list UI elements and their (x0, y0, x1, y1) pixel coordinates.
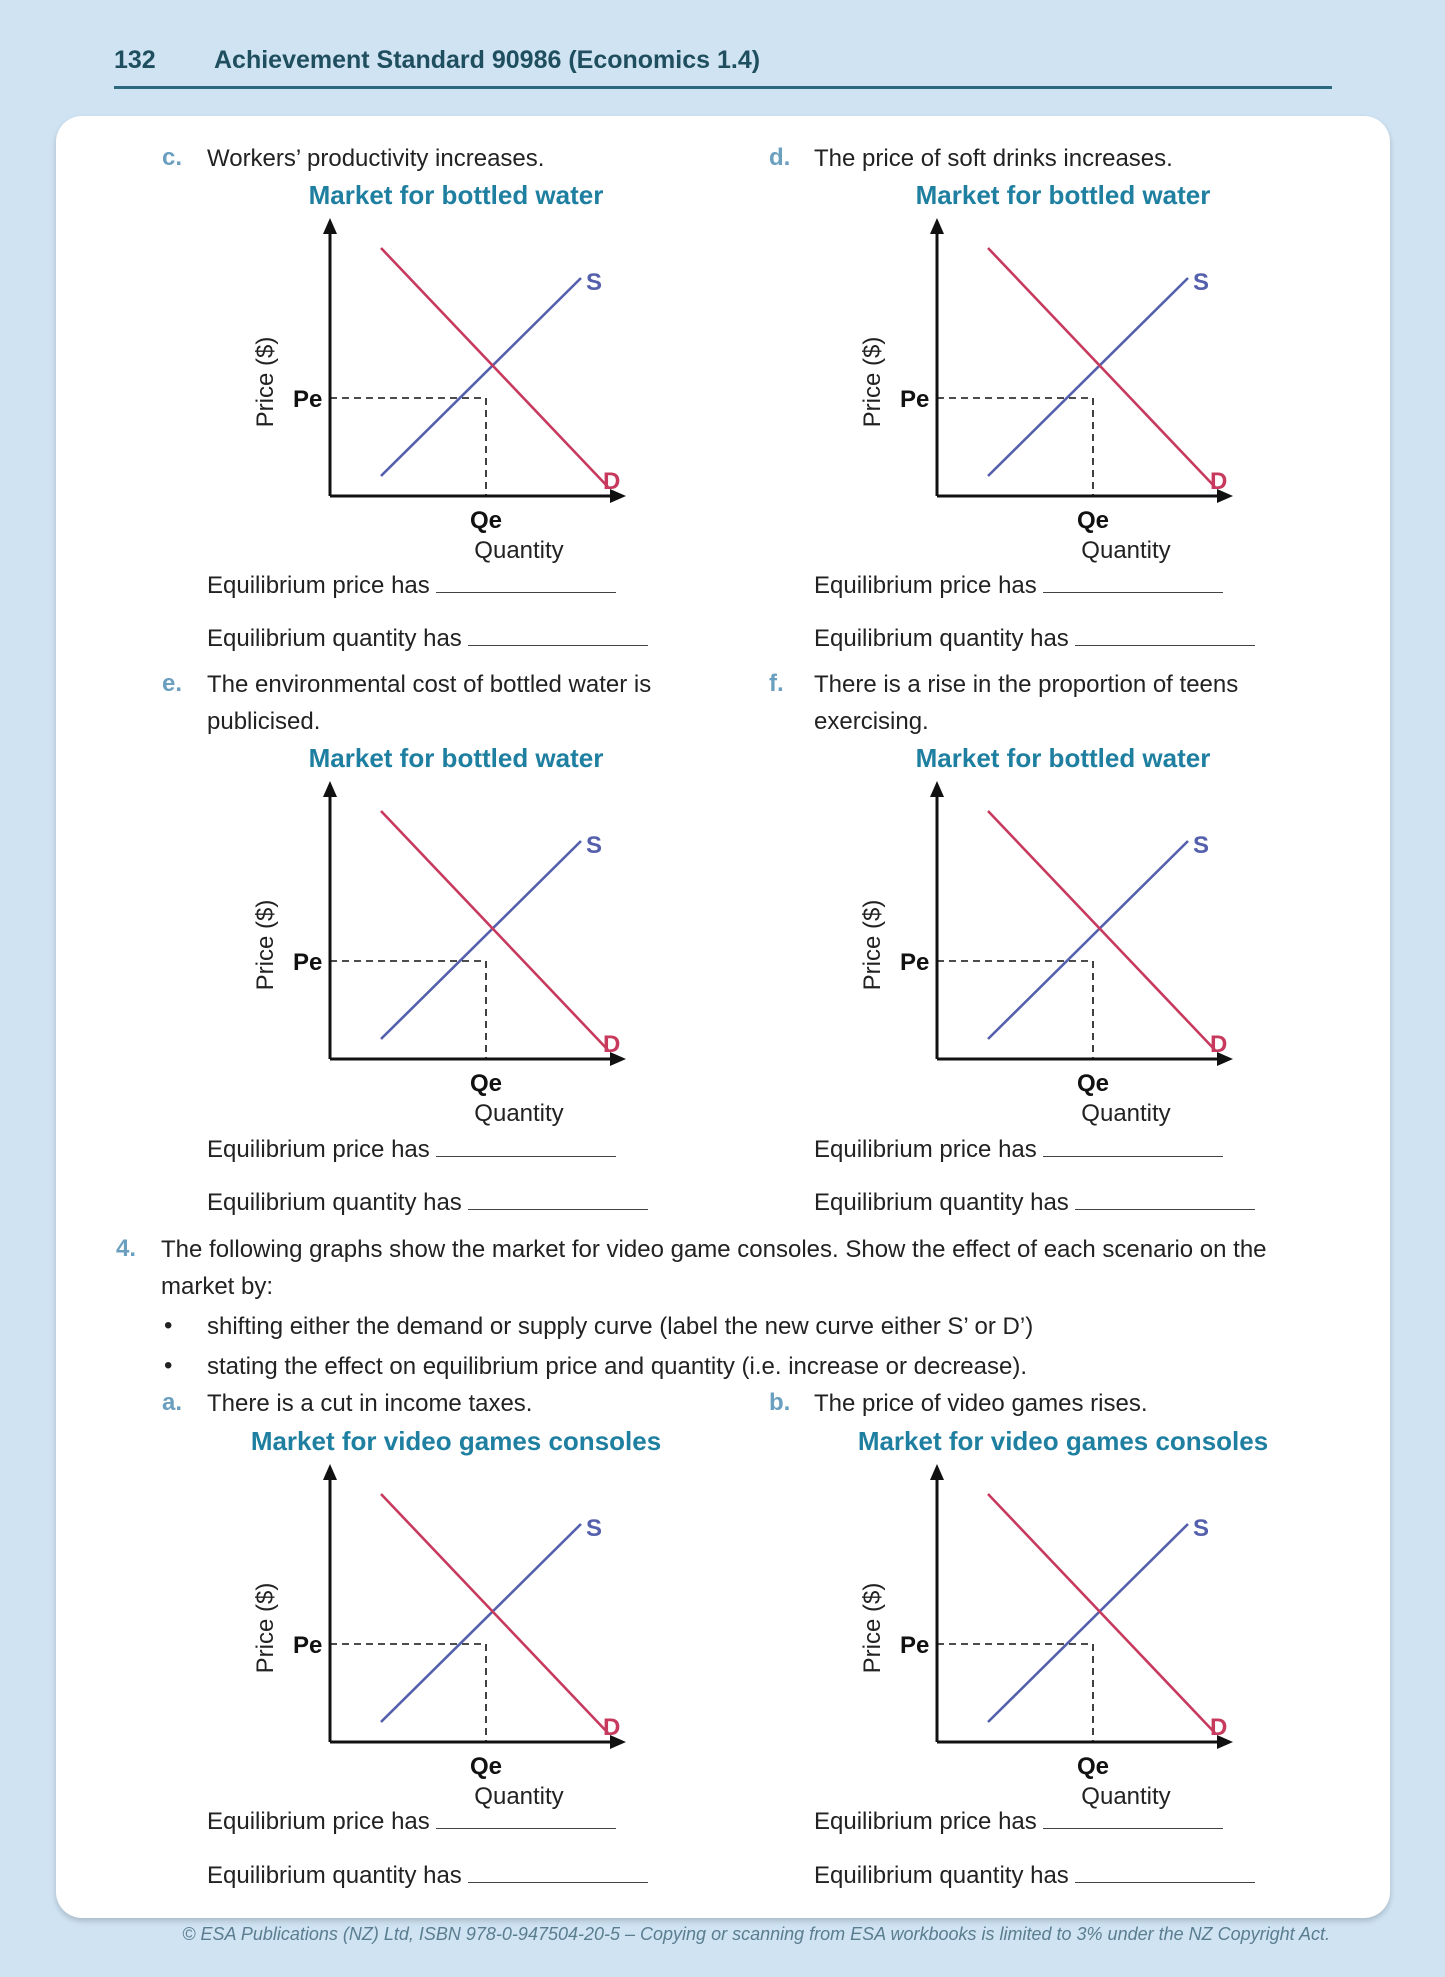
answer-quantity-label: Equilibrium quantity has (207, 1862, 462, 1889)
graph-title: Market for bottled water (308, 743, 604, 773)
supply-curve (381, 278, 581, 476)
worksheet-card (56, 116, 1390, 1918)
bullet-item-1: shifting either the demand or supply curve (label the new curve either S’ or D’) (207, 1313, 1034, 1340)
header-title: Achievement Standard 90986 (Economics 1.4) (214, 45, 761, 74)
item-text-d: The price of soft drinks increases. (814, 145, 1173, 172)
supply-demand-diagram (226, 210, 686, 570)
answer-price-e (207, 1132, 616, 1168)
answer-quantity-a (207, 1858, 648, 1894)
y-axis-arrow (323, 218, 337, 234)
answer-quantity-d (814, 621, 1255, 657)
y-axis-arrow (323, 781, 337, 797)
item-letter-a: a. (162, 1389, 183, 1416)
y-axis-label: Price ($) (252, 1582, 279, 1674)
answer-price-d (814, 568, 1223, 604)
qe-label: Qe (1077, 1753, 1110, 1780)
supply-curve (381, 1524, 581, 1722)
graph-e (226, 743, 686, 1127)
qe-label: Qe (470, 1753, 503, 1780)
supply-curve (988, 841, 1188, 1039)
graph-title: Market for video games consoles (857, 1426, 1269, 1456)
answer-blank[interactable] (1043, 1804, 1223, 1829)
graph-b (833, 1426, 1293, 1810)
qe-label: Qe (1077, 1070, 1110, 1097)
pe-label: Pe (293, 386, 323, 413)
item-text-f-line1: There is a rise in the proportion of teens (814, 671, 1239, 698)
qe-label: Qe (470, 1070, 503, 1097)
question-4-line1: The following graphs show the market for video game consoles. Show the effect of each scenario on the (161, 1236, 1267, 1263)
x-axis-label: Quantity (1081, 1783, 1171, 1810)
y-axis-label: Price ($) (859, 1582, 886, 1674)
supply-demand-diagram (226, 773, 686, 1133)
supply-curve (988, 278, 1188, 476)
answer-blank[interactable] (1043, 568, 1223, 593)
answer-price-label: Equilibrium price has (814, 572, 1037, 599)
qe-label: Qe (470, 507, 503, 534)
answer-price-label: Equilibrium price has (814, 1136, 1037, 1163)
y-axis-label: Price ($) (859, 899, 886, 991)
answer-blank[interactable] (1075, 621, 1255, 646)
copyright-footer: © ESA Publications (NZ) Ltd, ISBN 978-0-947504-20-5 – Copying or scanning from ESA workbooks is limited to 3% under the NZ Copyright Act. (182, 1924, 1330, 1944)
graph-d (833, 180, 1293, 564)
x-axis-label: Quantity (1081, 1100, 1171, 1127)
item-text-e-line2: publicised. (207, 708, 321, 735)
supply-label: S (586, 832, 603, 859)
graph-title: Market for bottled water (915, 743, 1211, 773)
answer-price-label: Equilibrium price has (207, 1136, 430, 1163)
bullet-dot: • (164, 1312, 173, 1339)
answer-price-c (207, 568, 616, 604)
answer-blank[interactable] (1043, 1132, 1223, 1157)
supply-label: S (586, 269, 603, 296)
demand-label: D (1210, 1714, 1228, 1741)
answer-quantity-label: Equilibrium quantity has (207, 1189, 462, 1216)
y-axis-arrow (930, 781, 944, 797)
answer-quantity-label: Equilibrium quantity has (207, 625, 462, 652)
item-letter-e: e. (162, 670, 183, 697)
answer-quantity-f (814, 1185, 1255, 1221)
item-text-e-line1: The environmental cost of bottled water is (207, 671, 652, 698)
page-header (114, 34, 1332, 89)
graph-title: Market for bottled water (915, 180, 1211, 210)
answer-blank[interactable] (468, 621, 648, 646)
answer-price-b (814, 1804, 1223, 1840)
pe-label: Pe (900, 949, 930, 976)
pe-label: Pe (900, 1632, 930, 1659)
answer-price-label: Equilibrium price has (814, 1808, 1037, 1835)
pe-label: Pe (293, 949, 323, 976)
item-letter-d: d. (769, 144, 791, 171)
answer-blank[interactable] (468, 1858, 648, 1883)
answer-blank[interactable] (436, 1132, 616, 1157)
bullet-item-2: stating the effect on equilibrium price and quantity (i.e. increase or decrease). (207, 1353, 1028, 1380)
answer-quantity-label: Equilibrium quantity has (814, 1189, 1069, 1216)
answer-blank[interactable] (1075, 1185, 1255, 1210)
item-letter-c: c. (162, 144, 183, 171)
answer-price-label: Equilibrium price has (207, 572, 430, 599)
supply-demand-diagram (833, 773, 1293, 1133)
graph-f (833, 743, 1293, 1127)
supply-curve (381, 841, 581, 1039)
answer-blank[interactable] (436, 1804, 616, 1829)
bullet-dot: • (164, 1352, 173, 1379)
y-axis-arrow (323, 1464, 337, 1480)
y-axis-label: Price ($) (859, 336, 886, 428)
y-axis-arrow (930, 218, 944, 234)
answer-blank[interactable] (1075, 1858, 1255, 1883)
item-text-f-line2: exercising. (814, 708, 929, 735)
demand-label: D (603, 1031, 621, 1058)
demand-label: D (603, 1714, 621, 1741)
supply-demand-diagram (833, 210, 1293, 570)
pe-label: Pe (293, 1632, 323, 1659)
supply-demand-diagram (226, 1456, 686, 1816)
supply-curve (988, 1524, 1188, 1722)
graph-title: Market for video games consoles (250, 1426, 662, 1456)
x-axis-label: Quantity (1081, 537, 1171, 564)
answer-price-label: Equilibrium price has (207, 1808, 430, 1835)
qe-label: Qe (1077, 507, 1110, 534)
answer-quantity-b (814, 1858, 1255, 1894)
graph-c (226, 180, 686, 564)
answer-price-a (207, 1804, 616, 1840)
item-letter-b: b. (769, 1389, 791, 1416)
x-axis-label: Quantity (474, 1100, 564, 1127)
answer-blank[interactable] (468, 1185, 648, 1210)
answer-blank[interactable] (436, 568, 616, 593)
question-number-4: 4. (116, 1235, 137, 1262)
x-axis-label: Quantity (474, 537, 564, 564)
answer-price-f (814, 1132, 1223, 1168)
answer-quantity-e (207, 1185, 648, 1221)
demand-label: D (1210, 1031, 1228, 1058)
item-text-a: There is a cut in income taxes. (207, 1390, 533, 1417)
supply-label: S (1193, 1515, 1210, 1542)
item-letter-f: f. (769, 670, 784, 697)
answer-quantity-label: Equilibrium quantity has (814, 625, 1069, 652)
answer-quantity-c (207, 621, 648, 657)
demand-label: D (1210, 468, 1228, 495)
supply-demand-diagram (833, 1456, 1293, 1816)
y-axis-label: Price ($) (252, 336, 279, 428)
supply-label: S (1193, 269, 1210, 296)
page-number: 132 (114, 45, 156, 74)
item-text-c: Workers’ productivity increases. (207, 145, 545, 172)
graph-title: Market for bottled water (308, 180, 604, 210)
x-axis-label: Quantity (474, 1783, 564, 1810)
y-axis-arrow (930, 1464, 944, 1480)
pe-label: Pe (900, 386, 930, 413)
y-axis-label: Price ($) (252, 899, 279, 991)
demand-label: D (603, 468, 621, 495)
answer-quantity-label: Equilibrium quantity has (814, 1862, 1069, 1889)
question-4-line2: market by: (161, 1273, 274, 1300)
supply-label: S (1193, 832, 1210, 859)
supply-label: S (586, 1515, 603, 1542)
item-text-b: The price of video games rises. (814, 1390, 1148, 1417)
graph-a (226, 1426, 686, 1810)
